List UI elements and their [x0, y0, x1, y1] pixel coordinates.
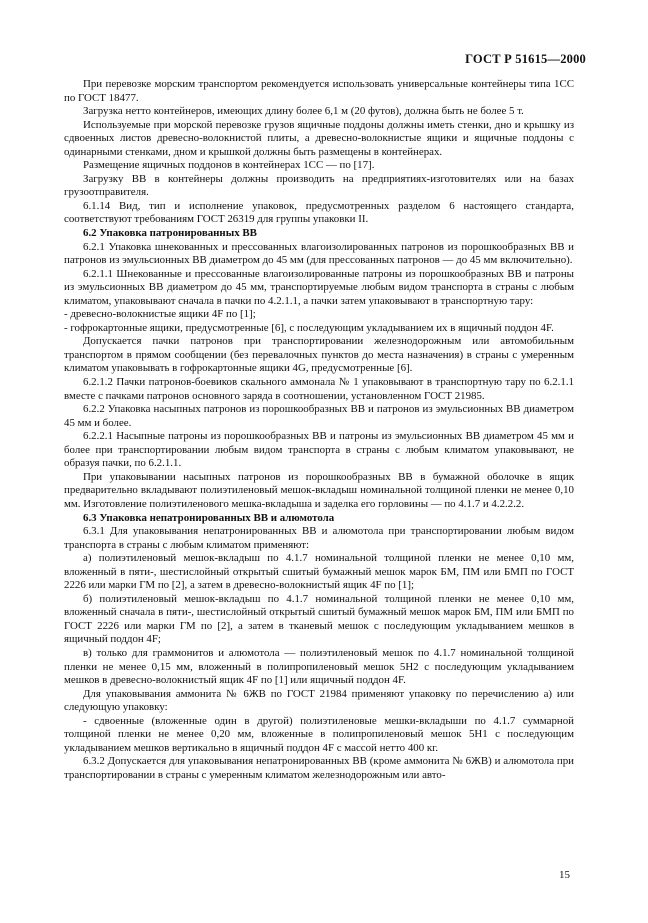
paragraph: а) полиэтиленовый мешок-вкладыш по 4.1.7 номинальной толщиной пленки не менее 0,10 мм, вложенный в пяти-, шестислойный открытый сшитый бумажный мешок марок БМ, ПМ или БМП по ГОСТ 2226 или марки ГМ по [2], а затем в древесно-волокнистый ящик 4F по [1];	[64, 552, 574, 592]
paragraph: 6.2.2 Упаковка насыпных патронов из порошкообразных ВВ и патронов из эмульсионных ВВ диаметром 45 мм и более.	[64, 403, 574, 429]
document-body	[64, 78, 574, 782]
paragraph: Используемые при морской перевозке грузов ящичные поддоны должны иметь стенки, дно и крышку из сдвоенных листов древесно-волокнистой плиты, а древесно-волокнистые ящики и ящичные поддоны с одинарными стенками, дном и крышкой должны быть размещены в контейнерах.	[64, 118, 574, 158]
paragraph: 6.2.1.1 Шнекованные и прессованные влагоизолированные патроны из порошкообразных ВВ и патроны из эмульсионных ВВ диаметром до 45 мм, транспортируемые любым видом транспорта в страны с любым климатом, упаковывают сначала в пачки по 4.2.1.1, а пачки затем упаковывают в транспортную тару:	[64, 267, 574, 307]
document-header: ГОСТ Р 51615—2000	[465, 52, 586, 66]
paragraph: Загрузка нетто контейнеров, имеющих длину более 6,1 м (20 футов), должна быть не более 5 т.	[83, 105, 524, 118]
paragraph: 6.2.1.2 Пачки патронов-боевиков скального аммонала № 1 упаковывают в транспортную тару по 6.2.1.1 вместе с пачками патронов основного заряда в соотношении, установленном ГОСТ 21985.	[64, 376, 574, 402]
paragraph: 6.1.14 Вид, тип и исполнение упаковок, предусмотренных разделом 6 настоящего стандарта, соответствуют требованиям ГОСТ 26319 для группы упаковки II.	[64, 199, 574, 226]
paragraph: б) полиэтиленовый мешок-вкладыш по 4.1.7 номинальной толщиной пленки не менее 0,10 мм, вложенный сначала в пяти-, шестислойный открытый сшитый бумажный мешок марок БМ, ПМ или БМП по ГОСТ 2226 или марки ГМ по [2], а затем в тканевый мешок с последующим укладыванием мешков в ящичный поддон 4F;	[64, 592, 574, 646]
paragraph: - гофрокартонные ящики, предусмотренные [6], с последующим укладыванием их в ящичный поддон 4F.	[64, 321, 554, 334]
paragraph: При перевозке морским транспортом рекомендуется использовать универсальные контейнеры типа 1СС по ГОСТ 18477.	[64, 78, 574, 104]
paragraph: При упаковывании насыпных патронов из порошкообразных ВВ в бумажной оболочке в ящик предварительно вкладывают полиэтиленовый мешок-вкладыш номинальной толщиной пленки не менее 0,10 мм. Изготовление полиэтиленового мешка-вкладыша и заделка его горловины — по 4.1.7 и 4.2.2.2.	[64, 470, 574, 510]
paragraph: Размещение ящичных поддонов в контейнерах 1СС — по [17].	[83, 159, 375, 172]
paragraph: 6.2.1 Упаковка шнекованных и прессованных влагоизолированных патронов из порошкообразных ВВ и патронов из эмульсионных ВВ диаметром до 45 мм (для прессованных патронов — до 45 мм включительно).	[64, 240, 574, 267]
paragraph: - древесно-волокнистые ящики 4F по [1];	[64, 308, 256, 321]
paragraph: - сдвоенные (вложенные один в другой) полиэтиленовые мешки-вкладыши по 4.1.7 суммарной толщиной пленки не менее 0,20 мм, вложенные в полипропиленовый мешок 5Н1 с последующим укладыванием мешков вертикально в ящичный поддон 4F с массой нетто 400 кг.	[64, 714, 574, 754]
paragraph: Для упаковывания аммонита № 6ЖВ по ГОСТ 21984 применяют упаковку по перечислению а) или следующую упаковку:	[64, 687, 574, 714]
paragraph: Допускается пачки патронов при транспортировании железнодорожным или автомобильным транспортом в прямом сообщении (без перевалочных пунктов до места назначения) в страны с умеренным климатом упаковывать в гофрокартонные ящики 4G, предусмотренные [6].	[64, 335, 574, 375]
section-heading: 6.3 Упаковка непатронированных ВВ и алюмотола	[83, 511, 335, 524]
paragraph: 6.3.2 Допускается для упаковывания непатронированных ВВ (кроме аммонита № 6ЖВ) и алюмотола при транспортировании в страны с умеренным климатом железнодорожным или авто-	[64, 755, 574, 781]
paragraph: в) только для граммонитов и алюмотола — полиэтиленовый мешок по 4.1.7 номинальной толщиной пленки не менее 0,15 мм, вложенный в полипропиленовый мешок 5Н2 с последующим укладыванием мешков в древесно-волокнистый ящик 4F по [1] или ящичный поддон 4F.	[64, 646, 574, 687]
paragraph: Загрузку ВВ в контейнеры должны производить на предприятиях-изготовителях или на базах грузоотправителя.	[64, 172, 574, 199]
paragraph: 6.3.1 Для упаковывания непатронированных ВВ и алюмотола при транспортировании любым видом транспорта в страны с любым климатом применяют:	[64, 525, 574, 551]
section-heading: 6.2 Упаковка патронированных ВВ	[83, 227, 257, 240]
paragraph: 6.2.2.1 Насыпные патроны из порошкообразных ВВ и патроны из эмульсионных ВВ диаметром 45 мм и более при транспортировании любым видом транспорта в страны с любым климатом упаковывают, не образуя пачки, по 6.2.1.1.	[64, 430, 574, 470]
page-number: 15	[559, 869, 570, 881]
